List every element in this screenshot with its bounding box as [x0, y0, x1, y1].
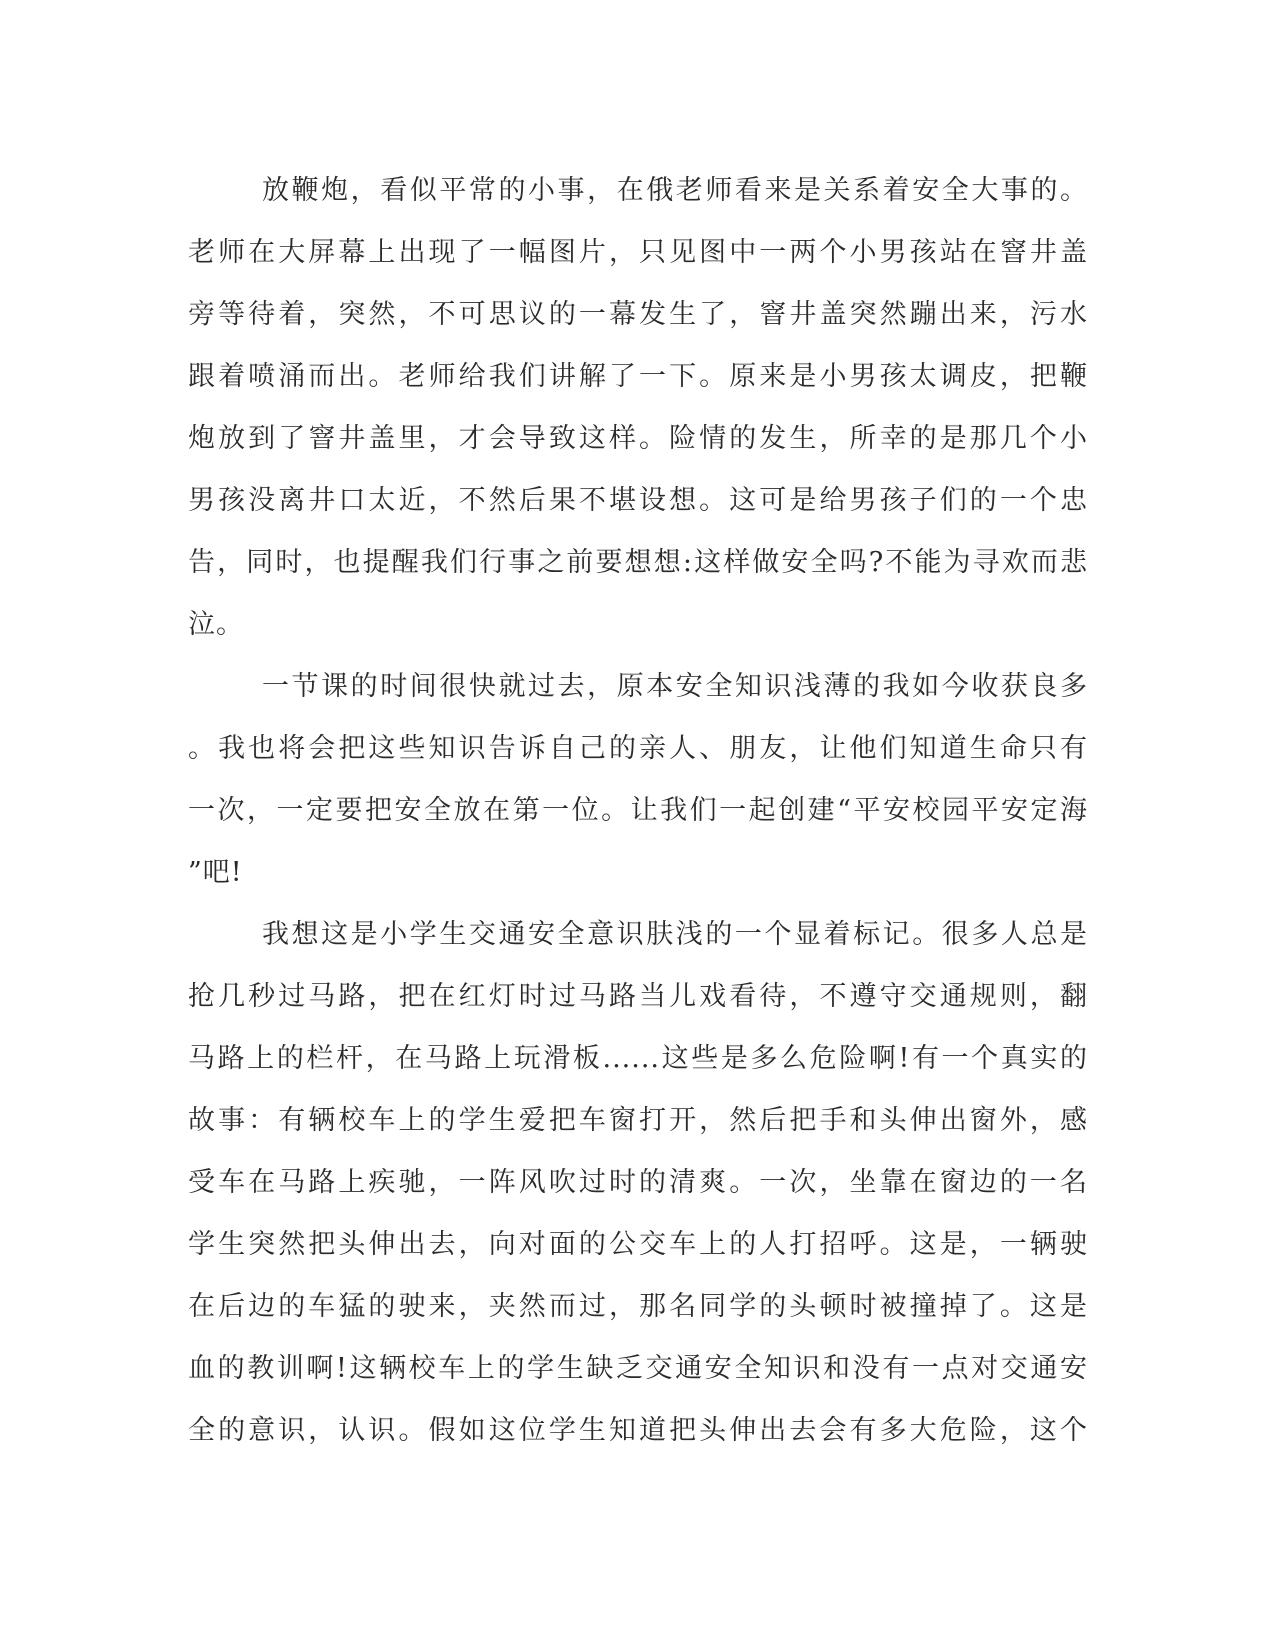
- text-line: 老师在大屏幕上出现了一幅图片，只见图中一两个小男孩站在窨井盖: [188, 237, 1088, 268]
- text-line: ”吧!: [188, 857, 243, 888]
- text-line: 血的教训啊!这辆校车上的学生缺乏交通安全知识和没有一点对交通安: [188, 1353, 1088, 1384]
- text-line: 一节课的时间很快就过去，原本安全知识浅薄的我如今收获良多: [262, 671, 1088, 702]
- text-line: 受车在马路上疾驰，一阵风吹过时的清爽。一次，坐靠在窗边的一名: [188, 1167, 1088, 1198]
- text-line: 男孩没离井口太近，不然后果不堪设想。这可是给男孩子们的一个忠: [188, 485, 1088, 516]
- text-line: 旁等待着，突然，不可思议的一幕发生了，窨井盖突然蹦出来，污水: [188, 299, 1088, 330]
- text-line: 放鞭炮，看似平常的小事，在俄老师看来是关系着安全大事的。: [262, 175, 1088, 206]
- paragraph-lesson-summary: [188, 656, 1088, 904]
- paragraph-firecracker: [188, 160, 1088, 656]
- text-line: 马路上的栏杆，在马路上玩滑板......这些是多么危险啊!有一个真实的: [188, 1043, 1088, 1074]
- text-line: 。我也将会把这些知识告诉自己的亲人、朋友，让他们知道生命只有: [188, 733, 1088, 764]
- text-line: 一次，一定要把安全放在第一位。让我们一起创建“平安校园平安定海: [188, 795, 1088, 826]
- text-line: 故事：有辆校车上的学生爱把车窗打开，然后把手和头伸出窗外，感: [188, 1105, 1088, 1136]
- text-line: 泣。: [188, 609, 244, 640]
- text-line: 跟着喷涌而出。老师给我们讲解了一下。原来是小男孩太调皮，把鞭: [188, 361, 1088, 392]
- text-line: 在后边的车猛的驶来，夹然而过，那名同学的头顿时被撞掉了。这是: [188, 1291, 1088, 1322]
- text-line: 抢几秒过马路，把在红灯时过马路当儿戏看待，不遵守交通规则，翻: [188, 981, 1088, 1012]
- text-line: 我想这是小学生交通安全意识肤浅的一个显着标记。很多人总是: [262, 919, 1088, 950]
- text-line: 全的意识，认识。假如这位学生知道把头伸出去会有多大危险，这个: [188, 1415, 1088, 1446]
- text-line: 炮放到了窨井盖里，才会导致这样。险情的发生，所幸的是那几个小: [188, 423, 1088, 454]
- document-body: [188, 160, 1088, 1462]
- paragraph-traffic-safety: [188, 904, 1088, 1462]
- text-line: 告，同时，也提醒我们行事之前要想想:这样做安全吗?不能为寻欢而悲: [188, 547, 1088, 578]
- text-line: 学生突然把头伸出去，向对面的公交车上的人打招呼。这是，一辆驶: [188, 1229, 1088, 1260]
